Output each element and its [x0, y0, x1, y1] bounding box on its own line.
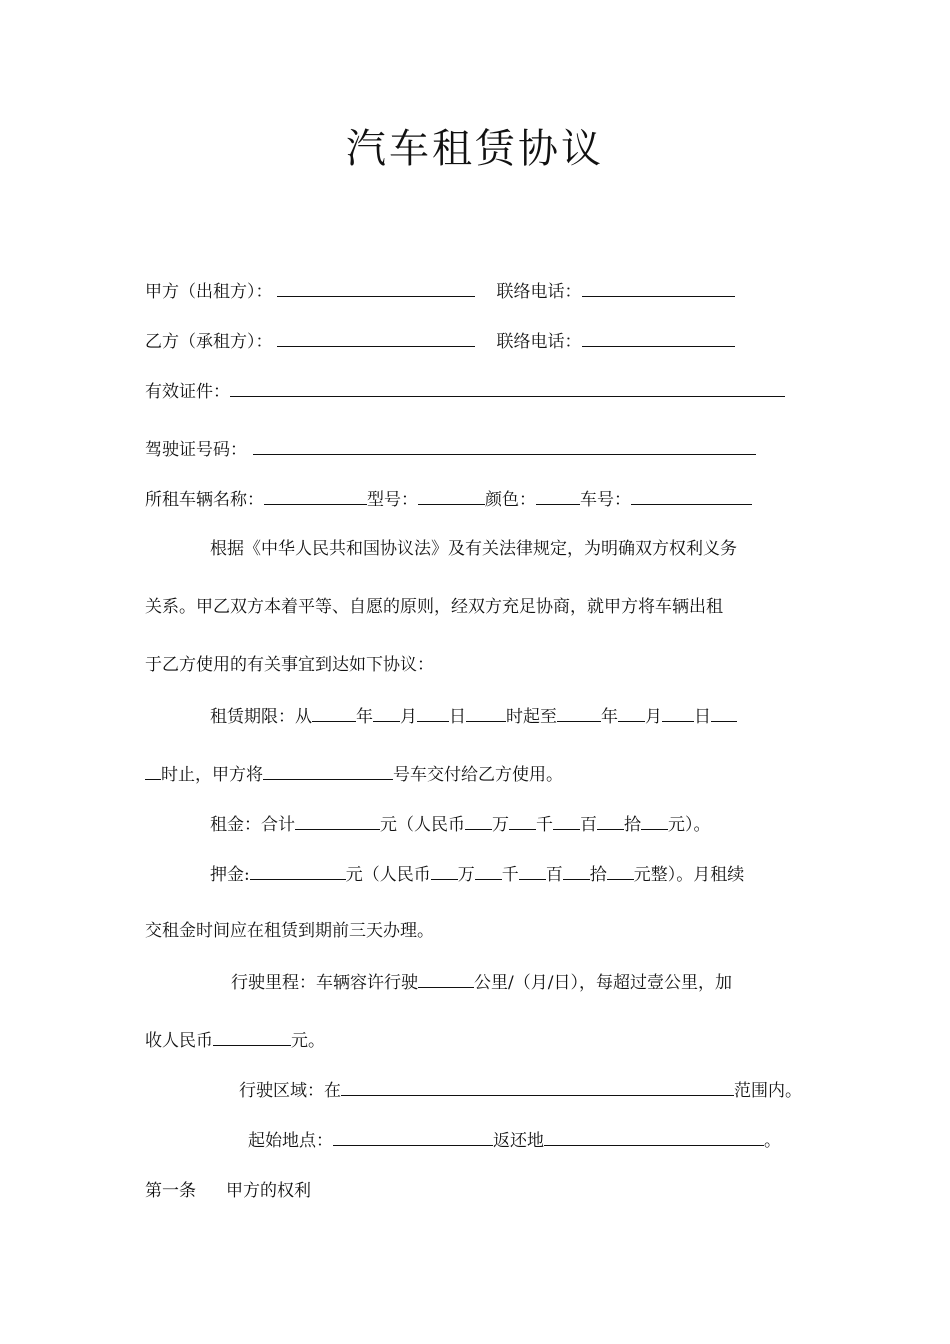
deposit-shi-text: 拾	[589, 865, 607, 885]
mileage-row	[231, 970, 732, 994]
area-end-text: 范围内。	[734, 1081, 802, 1101]
rent-yuan-end-text: 元）。	[668, 815, 711, 835]
deposit-amount-blank[interactable]	[250, 862, 346, 880]
intro-line-2: 关系。甲乙双方本着平等、自愿的原则，经双方充足协商，就甲方将车辆出租	[145, 597, 723, 617]
article-1-number: 第一条	[145, 1181, 196, 1201]
period-month-text: 月	[400, 707, 417, 727]
area-blank[interactable]	[341, 1078, 734, 1096]
period-end-hour-text: 时止，甲方将	[161, 765, 263, 785]
start-day-blank[interactable]	[417, 704, 449, 722]
mileage-unit-text: 公里/（月/日），每超过壹公里，加	[474, 973, 732, 993]
rent-bai-blank[interactable]	[553, 812, 580, 830]
deposit-rmb-text: 元（人民币	[345, 865, 431, 885]
vehicle-name-blank[interactable]	[264, 487, 367, 505]
deposit-bai-blank[interactable]	[519, 862, 546, 880]
deposit-yuan-whole-text: 元整）。月租续	[633, 865, 745, 885]
period-end-month-text: 月	[645, 707, 662, 727]
vehicle-color-blank[interactable]	[536, 487, 580, 505]
intro-line-3: 于乙方使用的有关事宜到达如下协议：	[145, 655, 434, 675]
party-a-name-blank[interactable]	[277, 279, 475, 297]
license-row	[145, 437, 756, 461]
party-a-label: 甲方（出租方）：	[145, 282, 273, 302]
intro-line-1: 根据《中华人民共和国协议法》及有关法律规定，为明确双方权利义务	[210, 539, 737, 559]
start-location-label: 起始地点：	[248, 1131, 333, 1151]
rent-yuan-blank[interactable]	[641, 812, 668, 830]
mileage-extra-label: 收人民币	[145, 1031, 213, 1051]
start-hour-blank[interactable]	[466, 704, 506, 722]
deposit-qian-text: 千	[501, 865, 519, 885]
vehicle-row	[145, 487, 752, 511]
location-end-text: 。	[764, 1131, 781, 1151]
vehicle-color-label: 颜色：	[485, 490, 536, 510]
rent-wan-blank[interactable]	[465, 812, 492, 830]
area-label: 行驶区域：在	[239, 1081, 341, 1101]
party-b-phone-blank[interactable]	[582, 329, 735, 347]
id-doc-row	[145, 379, 785, 403]
return-location-label: 返还地	[493, 1131, 544, 1151]
rent-wan-text: 万	[492, 815, 509, 835]
deposit-qian-blank[interactable]	[475, 862, 502, 880]
period-deliver-text: 号车交付给乙方使用。	[393, 765, 563, 785]
end-year-blank[interactable]	[557, 704, 601, 722]
deposit-line-2: 交租金时间应在租赁到期前三天办理。	[145, 921, 434, 941]
party-b-row	[145, 329, 735, 353]
deposit-wan-blank[interactable]	[431, 862, 458, 880]
period-label: 租赁期限：从	[210, 707, 312, 727]
vehicle-model-label: 型号：	[367, 490, 418, 510]
party-a-phone-label: 联络电话：	[496, 282, 582, 302]
period-end-year-text: 年	[601, 707, 618, 727]
end-day-blank[interactable]	[662, 704, 694, 722]
article-1-heading	[145, 1180, 311, 1202]
rent-shi-blank[interactable]	[597, 812, 624, 830]
license-blank[interactable]	[253, 437, 756, 455]
vehicle-name-label: 所租车辆名称：	[145, 490, 264, 510]
start-month-blank[interactable]	[373, 704, 400, 722]
rent-qian-blank[interactable]	[509, 812, 536, 830]
rent-qian-text: 千	[536, 815, 553, 835]
article-1-title: 甲方的权利	[226, 1181, 311, 1201]
location-row	[248, 1128, 781, 1152]
vehicle-number-blank[interactable]	[263, 762, 393, 780]
id-doc-label: 有效证件：	[145, 382, 230, 402]
vehicle-plate-blank[interactable]	[631, 487, 752, 505]
deposit-row	[210, 862, 744, 886]
period-row	[210, 704, 737, 728]
period-year-text: 年	[356, 707, 373, 727]
start-location-blank[interactable]	[333, 1128, 493, 1146]
vehicle-model-blank[interactable]	[418, 487, 485, 505]
vehicle-plate-label: 车号：	[580, 490, 631, 510]
party-a-phone-blank[interactable]	[582, 279, 735, 297]
license-label: 驾驶证号码：	[145, 440, 247, 460]
area-row	[239, 1078, 802, 1102]
rent-rmb-text: 元（人民币	[380, 815, 465, 835]
rent-shi-text: 拾	[624, 815, 641, 835]
party-b-phone-label: 联络电话：	[496, 332, 582, 352]
deposit-bai-text: 百	[545, 865, 563, 885]
document-title: 汽车租赁协议	[346, 126, 604, 172]
rent-amount-blank[interactable]	[295, 812, 380, 830]
rent-label: 租金：合计	[210, 815, 295, 835]
deposit-shi-blank[interactable]	[563, 862, 590, 880]
period-end-day-text: 日	[694, 707, 711, 727]
end-month-blank[interactable]	[618, 704, 645, 722]
period-row-2	[145, 762, 563, 786]
return-location-blank[interactable]	[544, 1128, 764, 1146]
deposit-label: 押金:	[210, 865, 250, 885]
start-year-blank[interactable]	[312, 704, 356, 722]
mileage-blank[interactable]	[418, 970, 474, 988]
party-a-row	[145, 279, 735, 303]
deposit-wan-text: 万	[457, 865, 475, 885]
rent-bai-text: 百	[580, 815, 597, 835]
end-hour-blank-a[interactable]	[711, 704, 737, 722]
party-b-name-blank[interactable]	[277, 329, 475, 347]
deposit-yuan-blank[interactable]	[607, 862, 634, 880]
mileage-extra-blank[interactable]	[213, 1028, 291, 1046]
mileage-extra-end: 元。	[291, 1031, 325, 1051]
mileage-row-2	[145, 1028, 325, 1052]
period-day-text: 日	[449, 707, 466, 727]
party-b-label: 乙方（承租方）：	[145, 332, 273, 352]
id-doc-blank[interactable]	[230, 379, 785, 397]
period-from-hour-text: 时起至	[506, 707, 557, 727]
end-hour-blank-b[interactable]	[145, 762, 161, 780]
rent-row	[210, 812, 711, 836]
mileage-label: 行驶里程：车辆容许行驶	[231, 973, 418, 993]
